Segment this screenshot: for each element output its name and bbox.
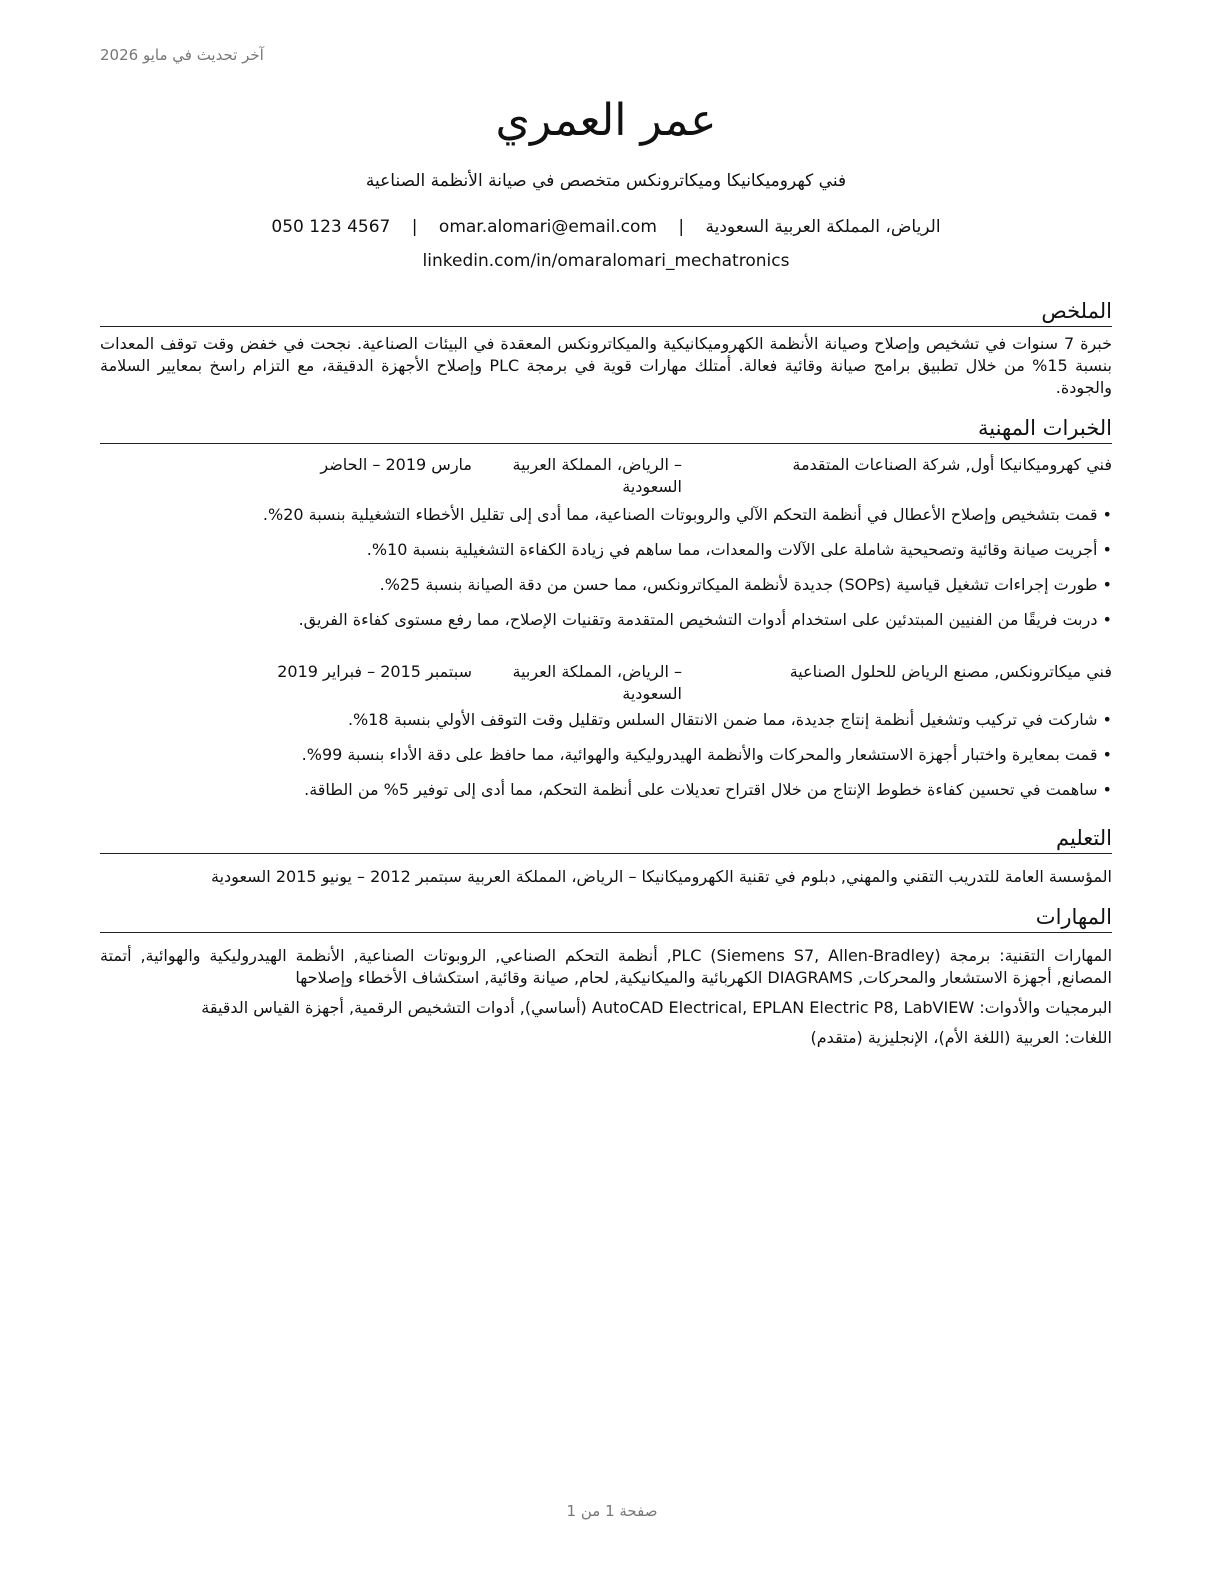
job-bullet: • قمت بمعايرة واختبار أجهزة الاستشعار والمحركات والأنظمة الهيدروليكية والهوائية، مما حافظ على دقة الأداء بنسبة 99%.: [100, 744, 1112, 766]
job-bullets: [100, 709, 1112, 801]
page-number: صفحة 1 من 1: [566, 1502, 658, 1520]
skills-section: [100, 902, 1112, 1049]
candidate-title: فني كهروميكانيكا وميكاترونكس متخصص في صيانة الأنظمة الصناعية: [365, 171, 847, 191]
contact-email[interactable]: omar.alomari@email.com: [438, 217, 657, 237]
job-entry: [100, 454, 1112, 631]
job-entry: [100, 661, 1112, 801]
job-location: – الرياض، المملكة العربية السعودية: [512, 662, 682, 703]
job-dates: سبتمبر 2015 – فبراير 2019: [277, 662, 472, 681]
resume-page: [100, 88, 1112, 1057]
education-section: [100, 823, 1112, 888]
skills-software: البرمجيات والأدوات: AutoCAD Electrical, EPLAN Electric P8, LabVIEW (أساسي), أدوات التشخيص الرقمية, أجهزة القياس الدقيقة: [201, 998, 1112, 1017]
summary-heading: الملخص: [100, 296, 1112, 327]
job-bullets: [100, 504, 1112, 631]
job-dates: مارس 2019 – الحاضر: [320, 455, 472, 474]
job-bullet: • شاركت في تركيب وتشغيل أنظمة إنتاج جديدة، مما ضمن الانتقال السلس وتقليل وقت التوقف الأولي بنسبة 18%.: [100, 709, 1112, 731]
job-bullet: • دربت فريقًا من الفنيين المبتدئين على استخدام أدوات التشخيص المتقدمة وتقنيات الإصلاح، مما رفع مستوى كفاءة الفريق.: [100, 609, 1112, 631]
contact-phone: 050 123 4567: [271, 217, 391, 237]
experience-heading: الخبرات المهنية: [100, 413, 1112, 444]
education-entry: المؤسسة العامة للتدريب التقني والمهني, دبلوم في تقنية الكهروميكانيكا – الرياض، المملكة العربية سبتمبر 2012 – يونيو 2015 السعودية: [211, 867, 1112, 886]
candidate-name: عمر العمري: [495, 95, 717, 146]
job-role: فني كهروميكانيكا أول, شركة الصناعات المتقدمة: [792, 455, 1112, 474]
job-bullet: • طورت إجراءات تشغيل قياسية (SOPs) جديدة لأنظمة الميكاترونكس، مما حسن من دقة الصيانة بنسبة 25%.: [100, 574, 1112, 596]
summary-text: خبرة 7 سنوات في تشخيص وإصلاح وصيانة الأنظمة الكهروميكانيكية والميكاترونكس المعقدة في البيئات الصناعية. نجحت في خفض وقت توقف المعدات بنسبة 15% من خلال تطبيق برامج صيانة وقائية فعالة. أمتلك مهارات قوية في برمجة PLC وإصلاح الأجهزة الدقيقة، مع التزام راسخ بمعايير السلامة والجودة.: [100, 334, 1113, 397]
job-bullet: • أجريت صيانة وقائية وتصحيحية شاملة على الآلات والمعدات، مما ساهم في زيادة الكفاءة التشغيلية بنسبة 10%.: [100, 539, 1112, 561]
contact-separator: |: [678, 217, 685, 237]
skills-technical: المهارات التقنية: برمجة PLC (Siemens S7, Allen-Bradley), أنظمة التحكم الصناعي, الروبوتات الصناعية, الأنظمة الهيدروليكية والهوائية, أتمتة المصانع, أجهزة الاستشعار والمحركات, DIAGRAMS الكهربائية والميكانيكية, لحام, صيانة وقائية, استكشاف الأخطاء وإصلاحها: [100, 946, 1113, 987]
job-header: [100, 661, 1112, 705]
experience-section: [100, 413, 1112, 801]
job-bullet: • ساهمت في تحسين كفاءة خطوط الإنتاج من خلال اقتراح تعديلات على أنظمة التحكم، مما أدى إلى توفير 5% من الطاقة.: [100, 779, 1112, 801]
skills-heading: المهارات: [100, 902, 1112, 933]
job-bullet: • قمت بتشخيص وإصلاح الأعطال في أنظمة التحكم الآلي والروبوتات الصناعية، مما أدى إلى تقليل الأخطاء التشغيلية بنسبة 20%.: [100, 504, 1112, 526]
contact-line: [100, 214, 1112, 240]
job-location: – الرياض، المملكة العربية السعودية: [512, 455, 682, 496]
job-role: فني ميكاترونكس, مصنع الرياض للحلول الصناعية: [789, 662, 1112, 681]
job-header: [100, 454, 1112, 498]
last-updated-note: آخر تحديث في مايو 2026: [100, 46, 264, 64]
linkedin-link[interactable]: linkedin.com/in/omaralomari_mechatronics: [422, 251, 790, 271]
education-heading: التعليم: [100, 823, 1112, 854]
contact-separator: |: [411, 217, 418, 237]
contact-location: الرياض، المملكة العربية السعودية: [705, 217, 941, 237]
summary-section: [100, 296, 1112, 399]
skills-languages: اللغات: العربية (اللغة الأم)، الإنجليزية (متقدم): [810, 1028, 1112, 1047]
